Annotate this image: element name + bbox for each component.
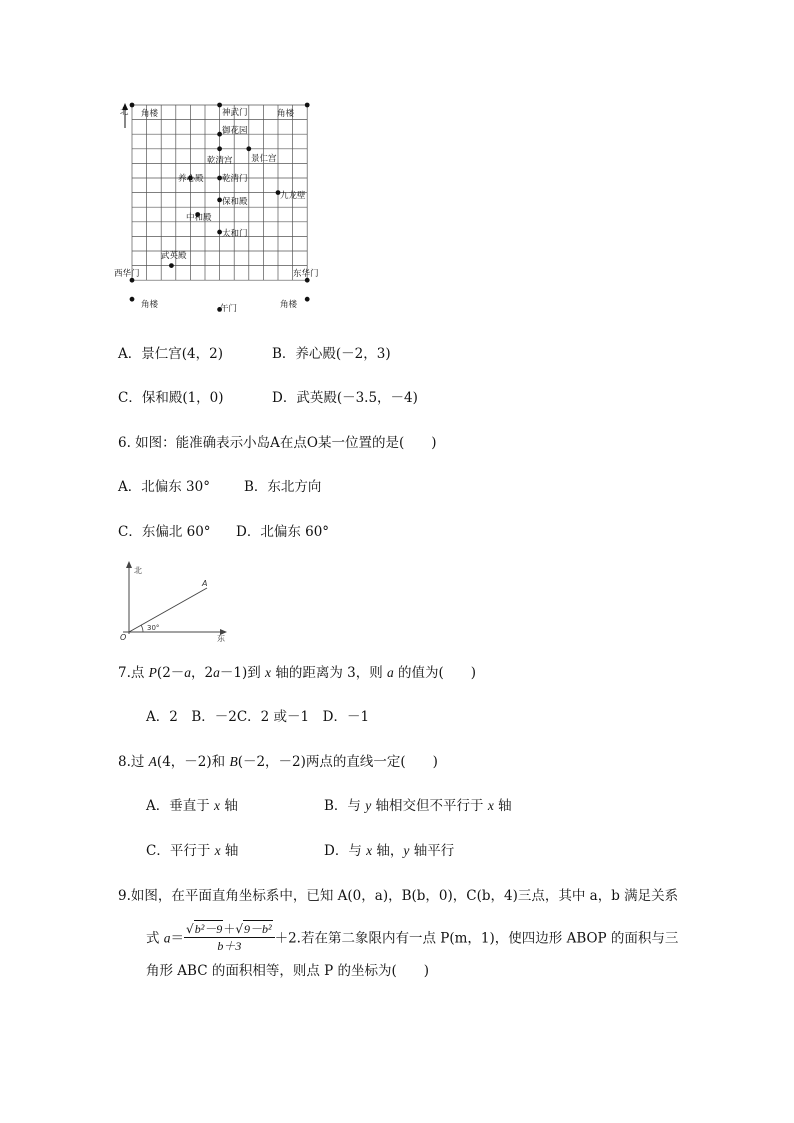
q8-option-d xyxy=(324,842,454,860)
label-zhonghedian: 中和殿 xyxy=(186,213,212,223)
q6-option-d: D．北偏东 60° xyxy=(236,524,330,540)
q8-text: 轴， xyxy=(372,843,404,859)
location-dot xyxy=(130,297,135,302)
q7-text: 的值为( ) xyxy=(393,665,477,681)
label-qianqingmen: 乾清门 xyxy=(222,174,248,184)
location-dot xyxy=(130,103,135,108)
q8-text: 轴平行 xyxy=(409,843,455,859)
q9-radicand: 9－b² xyxy=(243,922,272,936)
q8-option-c xyxy=(146,842,238,860)
q7-text: (2－ xyxy=(156,665,185,681)
q5-option-b: B．养心殿(－2，3) xyxy=(272,346,391,362)
bearing-figure xyxy=(115,560,230,642)
q8-option-a xyxy=(146,797,238,815)
q8-text: B．与 xyxy=(324,798,366,814)
label-wuyingdian: 武英殿 xyxy=(161,251,187,261)
location-dot xyxy=(169,263,174,268)
label-jiaolou-se: 角楼 xyxy=(280,300,298,310)
label-jiaolou-ne: 角楼 xyxy=(277,109,295,119)
q7-options: A．2 B．－2C．2 或－1 D．－1 xyxy=(146,709,370,725)
q7-text: ，2 xyxy=(191,665,214,681)
q8-text: 轴相交但不平行于 xyxy=(371,798,488,814)
label-xihuamen: 西华门 xyxy=(114,269,140,279)
q8-stem xyxy=(118,753,438,771)
q8-var-x: x xyxy=(214,798,221,813)
q8-text: C．平行于 xyxy=(146,843,215,859)
q7-var-a: a xyxy=(184,665,192,680)
bearing-east-label: 东 xyxy=(217,634,225,642)
north-axis-arrow xyxy=(126,561,132,568)
q7-text: －1)到 xyxy=(219,665,266,681)
q7-var-a: a xyxy=(213,665,220,680)
q6-option-b: B．东北方向 xyxy=(244,479,322,495)
q7-text: 7.点 xyxy=(118,665,149,681)
label-yangxindian: 养心殿 xyxy=(178,174,204,184)
label-jiaolou-nw: 角楼 xyxy=(141,109,159,119)
ray-oa xyxy=(129,588,207,632)
q7-var-a: a xyxy=(387,665,394,680)
q9-text: ＋ xyxy=(223,922,236,936)
location-dot xyxy=(217,146,222,151)
q9-line2 xyxy=(146,922,678,956)
label-wumen: 午门 xyxy=(220,304,238,314)
q8-text: A．垂直于 xyxy=(146,798,215,814)
q8-text: 轴 xyxy=(220,798,238,814)
q5-option-a: A．景仁宫(4，2) xyxy=(118,346,223,362)
q8-text: 轴 xyxy=(493,798,512,814)
q8-text: 8.过 xyxy=(118,754,149,770)
q9-text: 式 xyxy=(146,930,164,947)
label-baohedian: 保和殿 xyxy=(222,197,248,207)
q7-stem xyxy=(118,664,476,682)
q8-text: (－2，－2)两点的直线一定( ) xyxy=(237,754,438,770)
q8-var-b: B xyxy=(229,754,238,769)
q8-var-y: y xyxy=(403,843,410,858)
q8-var-y: y xyxy=(365,798,372,813)
q5-option-d: D．武英殿(－3.5，－4) xyxy=(272,390,418,406)
point-a-label: A xyxy=(202,579,208,588)
angle-label: 30° xyxy=(147,624,160,632)
q8-var-x: x xyxy=(214,843,221,858)
q9-var-a: a xyxy=(163,930,171,946)
label-donghuamen: 东华门 xyxy=(293,269,319,279)
location-dot xyxy=(305,297,310,302)
north-label: 北 xyxy=(120,107,129,117)
q9-line1: 9.如图，在平面直角坐标系中，已知 A(0，a)，B(b，0)，C(b，4)三点，其中 a，b 满足关系 xyxy=(118,888,679,904)
q9-fraction xyxy=(184,920,275,954)
q7-var-x: x xyxy=(265,665,272,680)
label-jingrengong: 景仁宫 xyxy=(251,154,277,164)
label-taihemen: 太和门 xyxy=(222,229,248,239)
q9-line3: 角形 ABC 的面积相等，则点 P 的坐标为( ) xyxy=(146,963,430,979)
origin-label: O xyxy=(120,633,127,642)
q7-var-p: P xyxy=(148,665,157,680)
location-dot xyxy=(305,103,310,108)
angle-arc xyxy=(141,625,143,632)
location-dot xyxy=(246,146,251,151)
q8-var-x: x xyxy=(487,798,494,813)
q6-stem: 6. 如图：能准确表示小岛A在点O某一位置的是( ) xyxy=(118,435,437,451)
q9-text: ＝ xyxy=(170,930,185,947)
label-shenwumen: 神武门 xyxy=(222,108,248,118)
label-jiaolou-sw: 角楼 xyxy=(141,300,159,310)
q8-option-b xyxy=(324,797,512,815)
q6-option-a: A．北偏东 30° xyxy=(118,479,210,495)
label-qianqinggong: 乾清宫 xyxy=(207,156,233,166)
q9-denominator: b＋3 xyxy=(217,939,242,953)
q7-text: 轴的距离为 3，则 xyxy=(271,665,387,681)
q8-var-x: x xyxy=(366,843,373,858)
palace-grid-map xyxy=(110,95,335,323)
label-jiulongbi: 九龙壁 xyxy=(280,191,306,201)
q9-numerator: √b²－9＋√9－b² xyxy=(184,920,275,938)
label-yuhuayuan: 御花园 xyxy=(222,126,248,136)
q8-var-a: A xyxy=(148,754,157,769)
q9-text: ＋2.若在第二象限内有一点 P(m，1)，使四边形 ABOP 的面积与三 xyxy=(274,930,679,947)
q8-text: 轴 xyxy=(220,843,239,859)
q8-text: (4，－2)和 xyxy=(156,754,230,770)
q8-text: D．与 xyxy=(324,843,367,859)
location-dot xyxy=(217,103,222,108)
bearing-north-label: 北 xyxy=(134,566,142,575)
q5-option-c: C．保和殿(1，0) xyxy=(118,390,224,406)
q9-radicand: b²－9 xyxy=(194,922,223,936)
q6-option-c: C．东偏北 60° xyxy=(118,524,211,540)
